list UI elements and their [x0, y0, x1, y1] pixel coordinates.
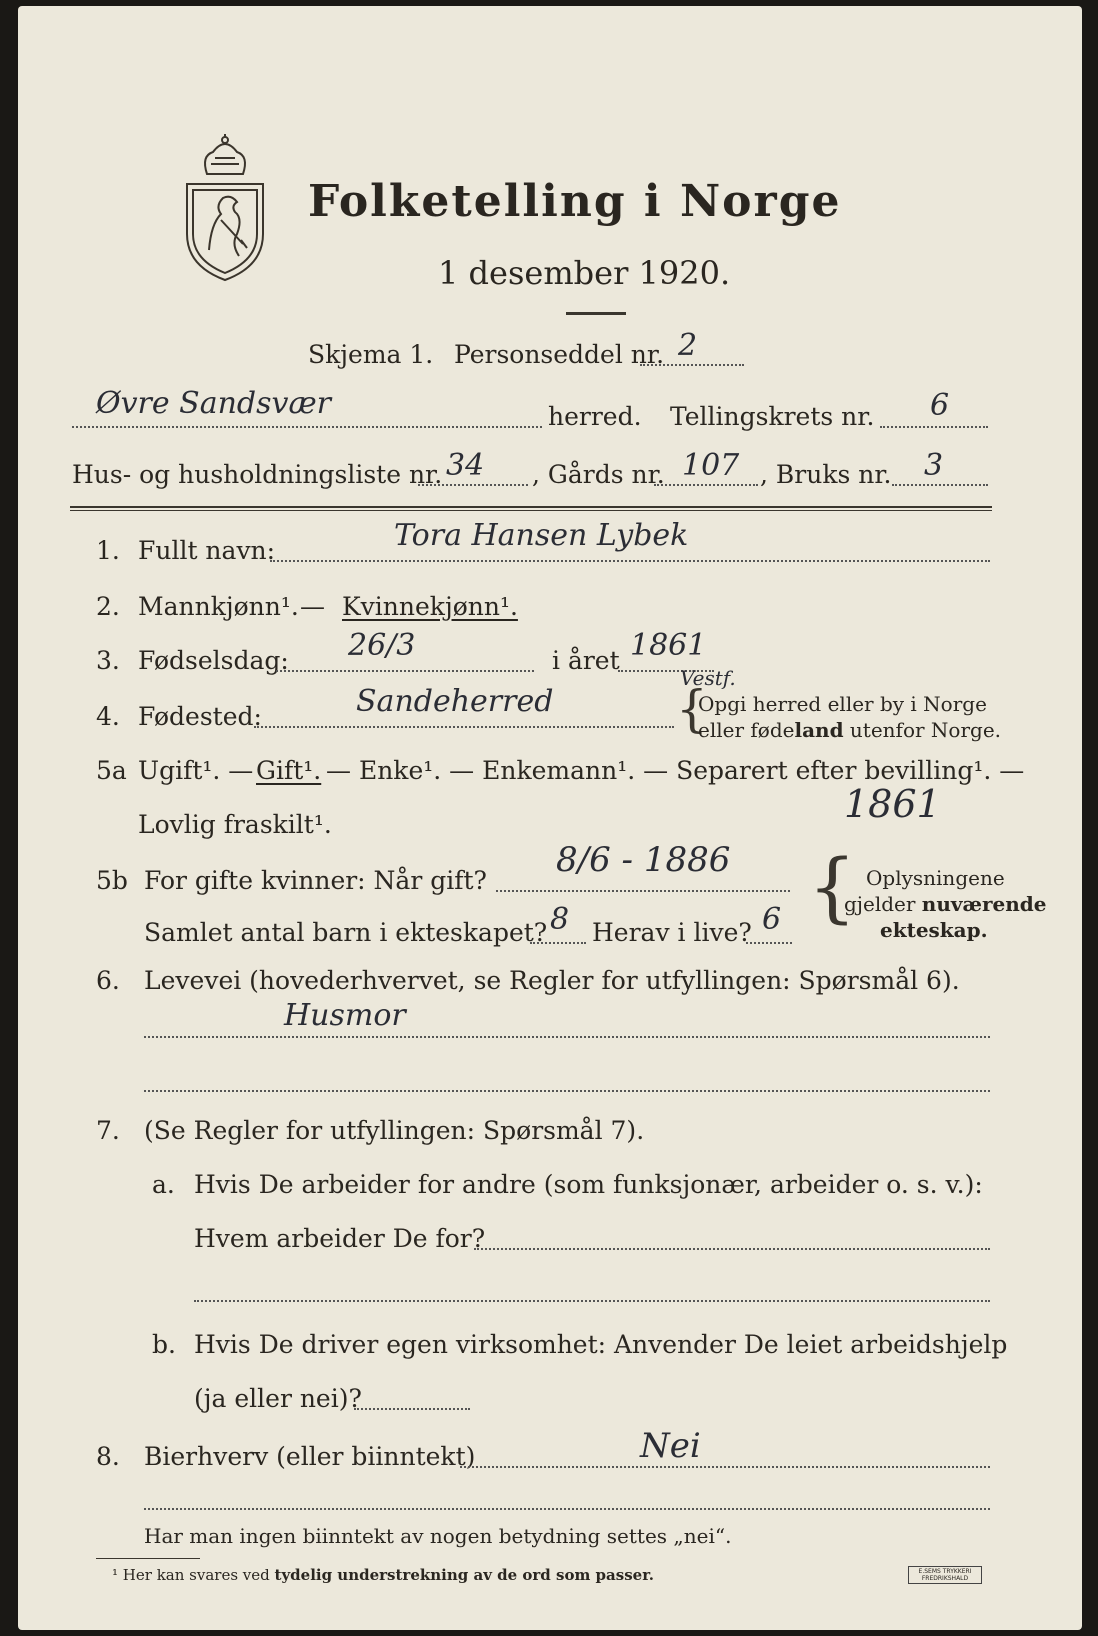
q7b-answer-line [354, 1408, 470, 1410]
q5b-alive-line [746, 942, 792, 944]
q5b-note-line2: gjelder nuværende [844, 892, 1047, 916]
q7b-line2: (ja eller nei)? [194, 1384, 362, 1413]
q8-label: Bierhverv (eller biinntekt) [144, 1442, 476, 1471]
q4-value: Sandeherred [356, 684, 554, 719]
personseddel-value: 2 [678, 328, 698, 363]
q3-label: Fødselsdag: [138, 646, 289, 675]
q6-label: Levevei (hovederhvervet, se Regler for utfyllingen: Spørsmål 6). [144, 966, 960, 995]
q8-number: 8. [96, 1442, 120, 1471]
liste-line [418, 484, 528, 486]
q5b-line [496, 890, 790, 892]
q5b-brace: { [808, 842, 857, 931]
gards-line [654, 484, 758, 486]
q4-line [254, 726, 674, 728]
footnote: ¹ Her kan svares ved tydelig understrekning av de ord som passer. [112, 1566, 654, 1584]
q3-number: 3. [96, 646, 120, 675]
q7b-line1: Hvis De driver egen virksomhet: Anvender De leiet arbeidshjelp [194, 1330, 1008, 1359]
census-form [18, 6, 1082, 1630]
footer-note: Har man ingen biinntekt av nogen betydning settes „nei“. [144, 1524, 732, 1548]
q7a-line2: Hvem arbeider De for? [194, 1224, 486, 1253]
gards-value: 107 [682, 448, 740, 483]
personseddel-label: Personseddel nr. [454, 340, 665, 369]
schema-label: Skjema 1. [308, 340, 434, 369]
footnote-mark: ¹ [112, 1566, 119, 1584]
tellingskrets-label: Tellingskrets nr. [670, 402, 875, 431]
q2-number: 2. [96, 592, 120, 621]
footnote-rule [96, 1558, 200, 1559]
q7a-letter: a. [152, 1170, 175, 1199]
q4-note-line1: Opgi herred eller by i Norge [698, 692, 987, 716]
title-divider [566, 312, 626, 315]
q1-value: Tora Hansen Lybek [394, 518, 689, 553]
q5b-note-line3: ekteskap. [880, 918, 988, 942]
q7a-answer-line2 [194, 1300, 990, 1302]
q4-note-line2: eller fødeland utenfor Norge. [698, 718, 1002, 742]
bruks-label: , Bruks nr. [760, 460, 892, 489]
tellingskrets-line [880, 426, 988, 428]
q2-male: Mannkjønn¹. [138, 592, 299, 621]
q7-number: 7. [96, 1116, 120, 1145]
q4-number: 4. [96, 702, 120, 731]
q5a-rest: — Enke¹. — Enkemann¹. — Separert efter bevilling¹. — [326, 756, 1025, 785]
q5a-gift: Gift¹. [256, 756, 322, 785]
q6-line1 [144, 1036, 990, 1038]
gards-label: , Gårds nr. [532, 460, 665, 489]
q4-brace: { [676, 680, 708, 738]
census-date: 1 desember 1920. [438, 254, 731, 292]
q5b-value: 8/6 - 1886 [556, 840, 731, 880]
q3-year-value: 1861 [630, 628, 707, 663]
q8-line [460, 1466, 990, 1468]
q8-line2 [144, 1508, 990, 1510]
q4-label: Fødested: [138, 702, 262, 731]
bruks-line [892, 484, 988, 486]
form-title: Folketelling i Norge [308, 176, 842, 227]
q1-label: Fullt navn: [138, 536, 276, 565]
q2-sep: — [300, 592, 325, 621]
q5b-children-label: Samlet antal barn i ekteskapet? [144, 918, 548, 947]
q7-label: (Se Regler for utfyllingen: Spørsmål 7). [144, 1116, 645, 1145]
personseddel-line [640, 364, 744, 366]
q3-line [276, 670, 534, 672]
q1-number: 1. [96, 536, 120, 565]
q5a-number: 5a [96, 756, 127, 785]
header-divider-2 [70, 510, 992, 511]
q5b-children-line [530, 942, 586, 944]
q3-year-label: i året [552, 646, 620, 675]
q5b-note-line1: Oplysningene [866, 866, 1005, 890]
q6-number: 6. [96, 966, 120, 995]
coat-of-arms-icon [181, 134, 269, 284]
q5a-ugift: Ugift¹. — [138, 756, 254, 785]
bruks-value: 3 [924, 448, 944, 483]
q7a-line1: Hvis De arbeider for andre (som funksjonær, arbeider o. s. v.): [194, 1170, 983, 1199]
q7b-letter: b. [152, 1330, 176, 1359]
q5b-number: 5b [96, 866, 128, 895]
liste-label: Hus- og husholdningsliste nr. [72, 460, 443, 489]
q5a-handwritten-year: 1861 [844, 782, 941, 826]
q6-line2 [144, 1090, 990, 1092]
q2-female: Kvinnekjønn¹. [342, 592, 518, 621]
q5b-label: For gifte kvinner: Når gift? [144, 866, 487, 895]
q6-value: Husmor [284, 998, 406, 1033]
q5a-line2: Lovlig fraskilt¹. [138, 810, 332, 839]
q3-value: 26/3 [348, 628, 416, 663]
q1-line [270, 560, 990, 562]
printer-stamp: E.SEMS TRYKKERI FREDRIKSHALD [908, 1566, 982, 1584]
q5b-children-value: 8 [550, 902, 570, 937]
header-divider [70, 506, 992, 508]
herred-label: herred. [548, 402, 642, 431]
q5b-alive-label: Herav i live? [592, 918, 752, 947]
herred-value: Øvre Sandsvær [96, 386, 332, 421]
q8-value: Nei [640, 1426, 701, 1466]
herred-line [72, 426, 542, 428]
liste-value: 34 [446, 448, 485, 483]
q4-note-handwritten: Vestf. [680, 666, 736, 690]
tellingskrets-value: 6 [930, 388, 950, 423]
q5b-alive-value: 6 [762, 902, 782, 937]
q7a-answer-line1 [474, 1248, 990, 1250]
